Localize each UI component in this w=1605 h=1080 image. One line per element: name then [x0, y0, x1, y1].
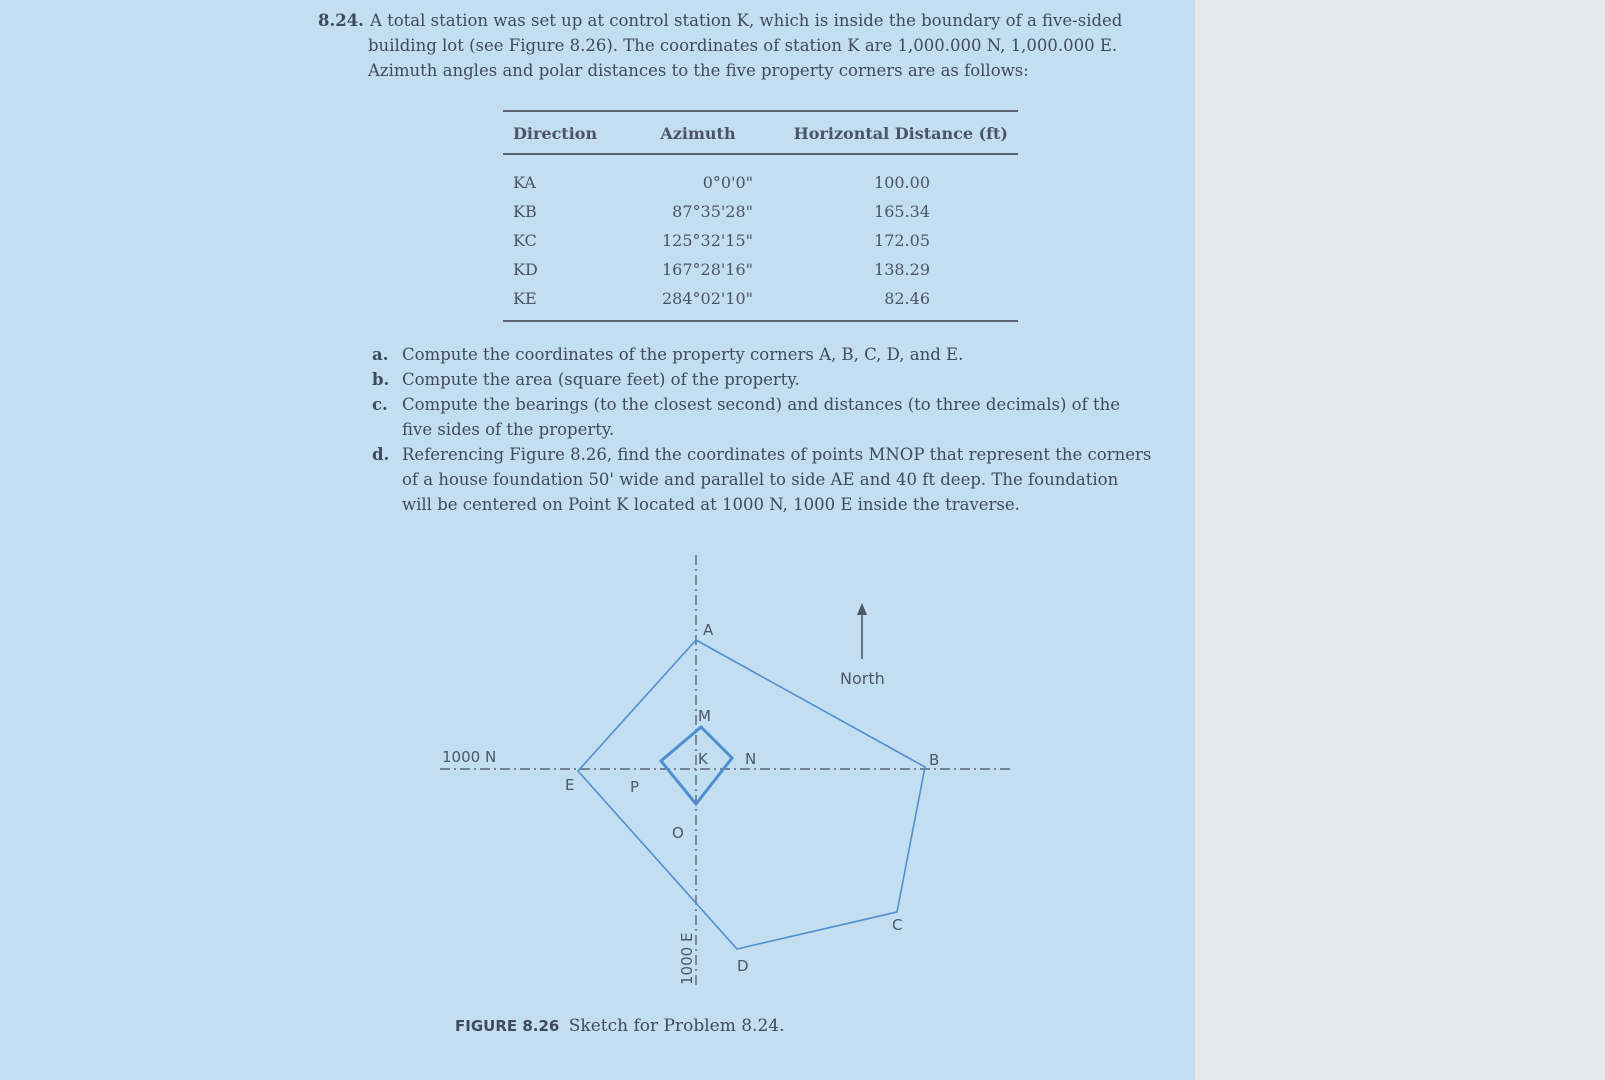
north-label: North	[840, 669, 885, 688]
label-A: A	[703, 621, 714, 639]
part-label: c.	[372, 395, 388, 414]
cell-azimuth: 0°0'0"	[702, 173, 753, 192]
table-row	[503, 284, 1018, 321]
cell-distance: 172.05	[874, 231, 930, 250]
cell-distance: 82.46	[763, 284, 1018, 321]
problem-parts	[372, 342, 1152, 517]
label-K: K	[698, 750, 708, 768]
cell-azimuth: 125°32'15"	[661, 231, 753, 250]
label-D: D	[737, 957, 749, 975]
cell-distance: 100.00	[874, 173, 930, 192]
header-azimuth: Azimuth	[633, 111, 763, 154]
table-row	[503, 255, 1018, 284]
part-text: Compute the bearings (to the closest second) and distances (to three decimals) of the five sides of the property.	[402, 395, 1120, 439]
cell-distance: 165.34	[874, 202, 930, 221]
header-distance: Horizontal Distance (ft)	[763, 111, 1018, 154]
part-label: d.	[372, 445, 390, 464]
part-c	[372, 392, 1152, 442]
north-arrow-icon	[857, 603, 867, 615]
problem-statement	[318, 8, 1178, 83]
part-text: Compute the coordinates of the property corners A, B, C, D, and E.	[402, 345, 964, 364]
table-header-row	[503, 111, 1018, 154]
table-row	[503, 226, 1018, 255]
azimuth-table	[503, 110, 1018, 322]
label-M: M	[698, 707, 711, 725]
cell-distance: 138.29	[874, 260, 930, 279]
cell-direction: KD	[513, 260, 538, 279]
label-C: C	[892, 916, 903, 934]
northing-label: 1000 N	[442, 748, 497, 766]
label-N: N	[745, 750, 757, 768]
cell-direction: KC	[513, 231, 537, 250]
problem-text: A total station was set up at control station K, which is inside the boundary of a five-sided building lot (see Figure 8.26). The coordinates of station K are 1,000.000 N, 1,000.000 E. Azimuth angles and polar distances to the five property corners are as follows:	[368, 11, 1123, 80]
part-label: a.	[372, 345, 389, 364]
cell-azimuth: 284°02'10"	[633, 284, 763, 321]
header-direction: Direction	[503, 111, 633, 154]
table-row	[503, 197, 1018, 226]
label-E: E	[565, 776, 575, 794]
cell-azimuth: 167°28'16"	[661, 260, 753, 279]
figure-sketch	[430, 545, 1030, 1045]
label-O: O	[672, 824, 684, 842]
cell-direction: KA	[513, 173, 536, 192]
caption-text: Sketch for Problem 8.24.	[568, 1016, 785, 1036]
label-P: P	[630, 778, 640, 796]
part-a	[372, 342, 1152, 367]
part-label: b.	[372, 370, 390, 389]
monitor-bezel	[1195, 0, 1605, 1080]
caption-label: FIGURE 8.26	[455, 1017, 560, 1035]
table-row	[503, 154, 1018, 197]
part-text: Compute the area (square feet) of the property.	[402, 370, 800, 389]
problem-number: 8.24.	[318, 11, 364, 30]
part-d	[372, 442, 1152, 517]
cell-azimuth: 87°35'28"	[672, 202, 753, 221]
cell-direction: KE	[503, 284, 633, 321]
part-text: Referencing Figure 8.26, find the coordinates of points MNOP that represent the corners of a house foundation 50' wide and parallel to side AE and 40 ft deep. The foundation will be centered on Point K located at 1000 N, 1000 E inside the traverse.	[402, 445, 1152, 514]
cell-direction: KB	[513, 202, 537, 221]
easting-label: 1000 E	[678, 932, 696, 985]
label-B: B	[929, 751, 940, 769]
part-b	[372, 367, 1152, 392]
figure-caption	[455, 1016, 785, 1036]
